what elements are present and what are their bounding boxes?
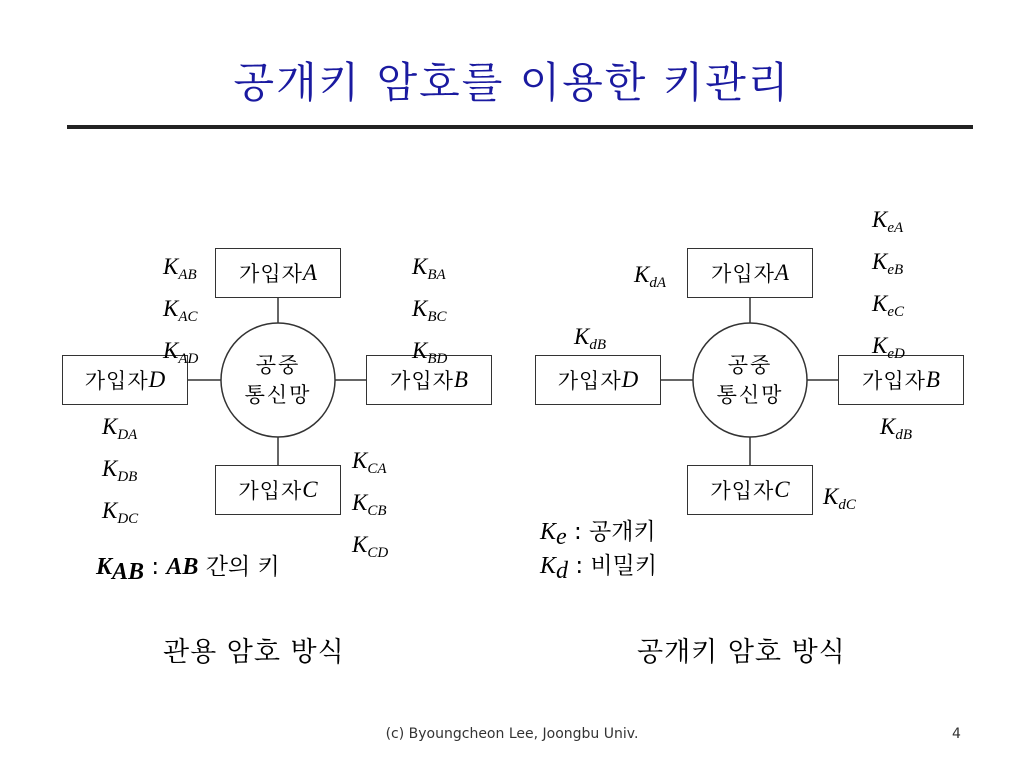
box-letter: B xyxy=(453,367,468,392)
left-keys-b xyxy=(412,250,447,376)
key-label xyxy=(102,410,138,452)
right-hub-label xyxy=(693,323,807,437)
key-label xyxy=(872,329,905,371)
right-legend-public xyxy=(540,513,656,551)
key-symbol: K xyxy=(872,291,888,316)
box-letter: D xyxy=(148,367,166,392)
key-label xyxy=(163,292,198,334)
key-symbol: K xyxy=(352,448,368,473)
legend-k: K xyxy=(96,554,113,580)
key-symbol: K xyxy=(163,338,179,363)
key-symbol: K xyxy=(880,414,896,439)
key-subscript: AC xyxy=(178,309,198,325)
right-key-b xyxy=(880,410,912,452)
legend-pair: AB xyxy=(166,554,199,580)
key-label xyxy=(102,452,138,494)
box-letter: C xyxy=(302,477,318,502)
key-subscript: DA xyxy=(117,427,138,443)
key-label xyxy=(634,258,666,300)
key-subscript: eD xyxy=(887,346,905,362)
key-label xyxy=(412,292,447,334)
box-prefix: 가입자 xyxy=(711,262,775,286)
right-subscriber-a-box xyxy=(687,248,813,298)
box-letter: D xyxy=(621,367,639,392)
key-symbol: K xyxy=(102,498,118,523)
left-keys-a xyxy=(163,250,198,376)
key-subscript: CD xyxy=(367,545,389,561)
key-symbol: K xyxy=(163,254,179,279)
key-symbol: K xyxy=(352,490,368,515)
key-label xyxy=(872,245,905,287)
key-label xyxy=(412,250,447,292)
box-letter: C xyxy=(774,477,790,502)
hub-line2: 통신망 xyxy=(244,383,312,407)
key-symbol: K xyxy=(872,333,888,358)
page-number: 4 xyxy=(952,726,961,742)
key-symbol: K xyxy=(872,249,888,274)
key-symbol: K xyxy=(872,207,888,232)
right-key-d xyxy=(574,320,606,362)
key-symbol: K xyxy=(634,262,650,287)
hub-line1: 공중 xyxy=(727,353,773,377)
legend-k: K xyxy=(540,519,557,545)
key-subscript: DC xyxy=(117,511,139,527)
key-subscript: DB xyxy=(117,469,138,485)
hub-line1: 공중 xyxy=(255,353,301,377)
left-hub-label xyxy=(221,323,335,437)
box-prefix: 가입자 xyxy=(84,369,149,393)
legend-text: : 공개키 xyxy=(573,519,656,545)
right-key-c xyxy=(823,480,856,522)
key-subscript: AB xyxy=(178,267,197,283)
key-symbol: K xyxy=(412,254,428,279)
left-subscriber-a-box xyxy=(215,248,341,298)
box-letter: A xyxy=(302,260,317,285)
right-subscriber-c-box xyxy=(687,465,813,515)
right-caption: 공개키 암호 방식 xyxy=(637,637,846,668)
key-label xyxy=(102,494,138,536)
key-label xyxy=(880,410,912,452)
key-symbol: K xyxy=(102,456,118,481)
legend-colon: : xyxy=(151,554,160,580)
left-subscriber-c-box xyxy=(215,465,341,515)
key-subscript: eC xyxy=(887,304,905,320)
right-subscriber-d-box xyxy=(535,355,661,405)
key-label xyxy=(872,203,905,245)
legend-text: : 비밀키 xyxy=(575,553,658,579)
hub-line2: 통신망 xyxy=(716,383,784,407)
key-label xyxy=(352,528,388,570)
box-prefix: 가입자 xyxy=(390,369,454,393)
key-subscript: dA xyxy=(649,275,667,291)
right-legend-private xyxy=(540,547,657,585)
slide-title: 공개키 암호를 이용한 키관리 xyxy=(233,58,791,107)
key-subscript: eA xyxy=(887,220,904,236)
key-subscript: dB xyxy=(895,427,913,443)
key-symbol: K xyxy=(163,296,179,321)
key-subscript: dB xyxy=(589,337,607,353)
key-label xyxy=(352,444,388,486)
right-public-keys xyxy=(872,203,905,371)
key-label xyxy=(412,334,447,376)
key-label xyxy=(574,320,606,362)
key-subscript: AD xyxy=(178,351,199,367)
key-subscript: BD xyxy=(427,351,448,367)
key-subscript: dC xyxy=(838,497,856,513)
key-subscript: BA xyxy=(427,267,446,283)
left-caption: 관용 암호 방식 xyxy=(163,637,345,668)
key-symbol: K xyxy=(412,338,428,363)
key-label xyxy=(352,486,388,528)
legend-sub: AB xyxy=(112,559,145,585)
left-keys-d xyxy=(102,410,138,536)
box-prefix: 가입자 xyxy=(239,262,303,286)
key-label xyxy=(163,334,198,376)
key-subscript: CA xyxy=(367,461,387,477)
left-key-legend xyxy=(96,548,280,586)
box-letter: B xyxy=(925,367,940,392)
legend-sub: e xyxy=(556,524,567,550)
box-prefix: 가입자 xyxy=(238,479,303,503)
key-label xyxy=(163,250,198,292)
key-symbol: K xyxy=(412,296,428,321)
box-letter: A xyxy=(774,260,789,285)
key-symbol: K xyxy=(574,324,590,349)
left-keys-c xyxy=(352,444,388,570)
key-symbol: K xyxy=(102,414,118,439)
key-symbol: K xyxy=(352,532,368,557)
legend-sub: d xyxy=(556,558,569,584)
key-label xyxy=(823,480,856,522)
key-symbol: K xyxy=(823,484,839,509)
footer-credit: (c) Byoungcheon Lee, Joongbu Univ. xyxy=(385,726,639,742)
key-subscript: BC xyxy=(427,309,447,325)
box-prefix: 가입자 xyxy=(710,479,775,503)
legend-text: 간의 키 xyxy=(205,554,280,580)
right-key-a xyxy=(634,258,666,300)
key-subscript: eB xyxy=(887,262,904,278)
box-prefix: 가입자 xyxy=(557,369,622,393)
box-prefix: 가입자 xyxy=(862,369,926,393)
legend-k: K xyxy=(540,553,557,579)
key-subscript: CB xyxy=(367,503,387,519)
key-label xyxy=(872,287,905,329)
